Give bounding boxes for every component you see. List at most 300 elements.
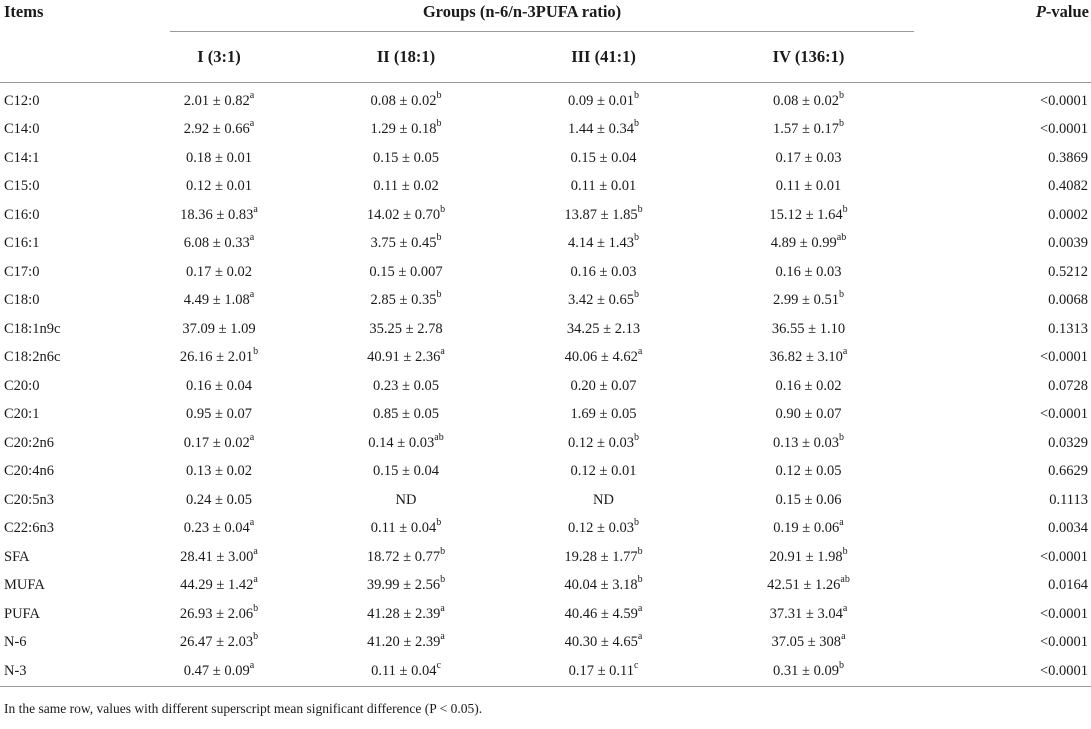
value-text: 0.11 ± 0.01 xyxy=(775,178,842,195)
items-header: Items xyxy=(4,2,44,21)
table-row xyxy=(0,515,1091,544)
group-2-value xyxy=(308,486,504,515)
value-text: 34.25 ± 2.13 xyxy=(566,320,641,337)
value-text: 0.09 ± 0.01 xyxy=(568,92,634,109)
significance-superscript: b xyxy=(838,659,844,671)
group-1-value xyxy=(130,201,308,230)
value-text: 41.20 ± 2.39 xyxy=(367,634,441,651)
group-2-value xyxy=(308,344,504,373)
value-text: 0.12 ± 0.03 xyxy=(568,434,634,451)
group-1-value xyxy=(130,572,308,601)
value-text: 0.31 ± 0.09 xyxy=(773,662,839,679)
row-p-value: 0.0164 xyxy=(1048,577,1088,594)
value-text: 18.36 ± 0.83 xyxy=(180,206,254,223)
row-item-label: C20:0 xyxy=(4,377,40,394)
group-3-value xyxy=(504,144,703,173)
group-2-value xyxy=(308,258,504,287)
table-row xyxy=(0,287,1091,316)
table-row xyxy=(0,629,1091,658)
group-4-value xyxy=(703,543,914,572)
table-row xyxy=(0,201,1091,230)
table-row xyxy=(0,600,1091,629)
value-text: 0.17 ± 0.02 xyxy=(183,434,250,451)
header-row-1 xyxy=(0,0,1091,32)
value-text: 41.28 ± 2.39 xyxy=(367,605,441,622)
row-p-value: 0.1313 xyxy=(1048,320,1088,337)
value-text: 4.49 ± 1.08 xyxy=(183,292,250,309)
value-text: 36.82 ± 3.10 xyxy=(769,349,843,366)
value-text: 0.47 ± 0.09 xyxy=(183,662,250,679)
group-3-value xyxy=(504,401,703,430)
value-text: 26.47 ± 2.03 xyxy=(179,634,254,651)
significance-superscript: b xyxy=(436,232,442,244)
value-text: 44.29 ± 1.42 xyxy=(180,577,254,594)
value-text: 3.75 ± 0.45 xyxy=(370,235,437,252)
row-p-value: 0.4082 xyxy=(1048,178,1088,195)
table-row xyxy=(0,144,1091,173)
row-p-value: <0.0001 xyxy=(1039,121,1088,138)
table-footnote: In the same row, values with different superscript mean significant difference (P < 0.05). xyxy=(4,700,483,716)
value-text: 0.12 ± 0.03 xyxy=(568,520,634,537)
row-item-label: C18:2n6c xyxy=(4,349,61,366)
value-text: 2.92 ± 0.66 xyxy=(183,121,250,138)
value-text: 40.46 ± 4.59 xyxy=(564,605,638,622)
value-text: 15.12 ± 1.64 xyxy=(769,206,843,223)
significance-superscript: b xyxy=(253,602,259,614)
value-text: 1.69 ± 0.05 xyxy=(570,406,637,423)
table-body xyxy=(0,83,1091,687)
group-4-value xyxy=(703,600,914,629)
group-2-value xyxy=(308,83,504,116)
value-text: 0.14 ± 0.03 xyxy=(368,434,435,451)
group-3-value xyxy=(504,83,703,116)
group-4-value xyxy=(703,458,914,487)
significance-superscript: b xyxy=(436,118,442,130)
group-2-value xyxy=(308,657,504,686)
value-text: 0.15 ± 0.05 xyxy=(373,149,439,166)
significance-superscript: b xyxy=(633,517,639,529)
value-text: 40.30 ± 4.65 xyxy=(564,634,638,651)
row-item-label: MUFA xyxy=(4,577,45,594)
group-4-value xyxy=(703,629,914,658)
value-text: 2.01 ± 0.82 xyxy=(183,92,250,109)
header-spacer-left xyxy=(0,32,130,83)
value-text: 0.13 ± 0.03 xyxy=(773,434,839,451)
significance-superscript: a xyxy=(253,545,258,557)
value-text: 20.91 ± 1.98 xyxy=(769,548,843,565)
group-3-value xyxy=(504,173,703,202)
value-text: 35.25 ± 2.78 xyxy=(369,320,443,337)
value-text: 0.08 ± 0.02 xyxy=(773,92,839,109)
significance-superscript: b xyxy=(838,89,844,101)
value-text: 40.91 ± 2.36 xyxy=(367,349,441,366)
value-text: 0.18 ± 0.01 xyxy=(186,149,252,166)
table-row xyxy=(0,315,1091,344)
row-p-value: 0.0329 xyxy=(1048,434,1088,451)
group-3-value xyxy=(504,629,703,658)
group-3-value xyxy=(504,230,703,259)
group-3-value xyxy=(504,315,703,344)
group-3-value xyxy=(504,429,703,458)
value-text: 0.15 ± 0.06 xyxy=(775,491,842,508)
group-3-value xyxy=(504,458,703,487)
table-row xyxy=(0,572,1091,601)
significance-superscript: a xyxy=(440,631,445,643)
group-4-value xyxy=(703,429,914,458)
group-4-value xyxy=(703,486,914,515)
group-2-value xyxy=(308,629,504,658)
group-4-value xyxy=(703,144,914,173)
value-text: 0.90 ± 0.07 xyxy=(775,406,842,423)
table-row xyxy=(0,657,1091,686)
value-text: 26.16 ± 2.01 xyxy=(179,349,254,366)
significance-superscript: b xyxy=(440,203,446,215)
row-item-label: C14:0 xyxy=(4,121,40,138)
value-text: 0.17 ± 0.11 xyxy=(568,662,634,679)
row-p-value: 0.0002 xyxy=(1048,206,1088,223)
group-4-value xyxy=(703,83,914,116)
group-1-value xyxy=(130,600,308,629)
value-text: 3.42 ± 0.65 xyxy=(568,292,634,309)
significance-superscript: a xyxy=(249,289,255,301)
row-p-value: <0.0001 xyxy=(1039,92,1088,109)
significance-superscript: a xyxy=(637,346,643,358)
significance-superscript: a xyxy=(839,517,844,529)
significance-superscript: a xyxy=(842,346,848,358)
group-4-value xyxy=(703,515,914,544)
significance-superscript: a xyxy=(637,631,643,643)
significance-superscript: b xyxy=(637,545,643,557)
value-text: 4.89 ± 0.99 xyxy=(770,235,837,252)
group-2-value xyxy=(308,458,504,487)
table-row xyxy=(0,543,1091,572)
groups-header-label: Groups (n-6/n-3PUFA ratio) xyxy=(422,2,622,21)
row-item-label: C20:5n3 xyxy=(4,491,54,508)
group-1-value xyxy=(130,515,308,544)
group-1-value xyxy=(130,258,308,287)
group-header-2: II (18:1) xyxy=(308,32,504,83)
group-4-value xyxy=(703,657,914,686)
row-item-label: C18:0 xyxy=(4,292,40,309)
significance-superscript: a xyxy=(249,89,255,101)
significance-superscript: b xyxy=(436,89,442,101)
group-1-value xyxy=(130,657,308,686)
significance-superscript: a xyxy=(841,631,846,643)
value-text: 36.55 ± 1.10 xyxy=(771,320,846,337)
group-1-value xyxy=(130,344,308,373)
significance-superscript: ab xyxy=(840,574,850,586)
group-2-value xyxy=(308,572,504,601)
value-text: 18.72 ± 0.77 xyxy=(366,548,441,565)
value-text: 6.08 ± 0.33 xyxy=(183,235,250,252)
value-text: 37.05 ± 308 xyxy=(771,634,842,651)
significance-superscript: a xyxy=(249,659,255,671)
row-item-label: C20:1 xyxy=(4,406,40,423)
row-p-value: <0.0001 xyxy=(914,657,1091,686)
p-value-header-rest: -value xyxy=(1045,2,1089,21)
group-3-value xyxy=(504,372,703,401)
group-1-value xyxy=(130,629,308,658)
table-row xyxy=(0,116,1091,145)
significance-superscript: a xyxy=(249,517,255,529)
table-row xyxy=(0,173,1091,202)
significance-superscript: b xyxy=(436,517,442,529)
row-item-label: C20:2n6 xyxy=(4,434,54,451)
group-1-value xyxy=(130,458,308,487)
value-text: 0.23 ± 0.05 xyxy=(373,377,439,394)
value-text: 0.16 ± 0.02 xyxy=(775,377,842,394)
value-text: 0.08 ± 0.02 xyxy=(370,92,437,109)
value-text: 42.51 ± 1.26 xyxy=(767,577,841,594)
table-row xyxy=(0,401,1091,430)
row-p-value: <0.0001 xyxy=(1039,605,1088,622)
significance-superscript: b xyxy=(633,289,639,301)
value-text: 0.15 ± 0.007 xyxy=(369,263,443,280)
value-text: 0.11 ± 0.01 xyxy=(570,178,637,195)
row-item-label: N-3 xyxy=(0,657,130,686)
table-row xyxy=(0,230,1091,259)
group-4-value xyxy=(703,372,914,401)
p-value-header-italic: P xyxy=(1035,2,1046,21)
significance-superscript: a xyxy=(440,346,445,358)
group-1-value xyxy=(130,372,308,401)
value-text: 0.17 ± 0.03 xyxy=(775,149,842,166)
value-text: 0.15 ± 0.04 xyxy=(373,463,439,480)
significance-superscript: b xyxy=(633,431,639,443)
value-text: 0.11 ± 0.02 xyxy=(373,178,439,195)
group-2-value xyxy=(308,173,504,202)
group-2-value xyxy=(308,315,504,344)
group-1-value xyxy=(130,543,308,572)
p-value-header xyxy=(914,0,1091,32)
value-text: 40.04 ± 3.18 xyxy=(564,577,638,594)
group-3-value xyxy=(504,657,703,686)
significance-superscript: b xyxy=(633,118,639,130)
table-row xyxy=(0,486,1091,515)
row-item-label: C16:1 xyxy=(4,235,40,252)
value-text: 14.02 ± 0.70 xyxy=(366,206,441,223)
group-3-value xyxy=(504,543,703,572)
row-p-value: 0.0039 xyxy=(1048,235,1088,252)
row-p-value: <0.0001 xyxy=(1039,548,1088,565)
group-2-value xyxy=(308,600,504,629)
group-header-1: I (3:1) xyxy=(130,32,308,83)
significance-superscript: a xyxy=(842,602,848,614)
value-text: 0.95 ± 0.07 xyxy=(186,406,252,423)
value-text: 0.16 ± 0.03 xyxy=(570,263,637,280)
group-4-value xyxy=(703,258,914,287)
group-header-3: III (41:1) xyxy=(504,32,703,83)
value-text: 4.14 ± 1.43 xyxy=(568,235,634,252)
significance-superscript: b xyxy=(637,203,643,215)
value-text: 0.23 ± 0.04 xyxy=(183,520,250,537)
group-3-value xyxy=(504,486,703,515)
group-1-value xyxy=(130,486,308,515)
group-1-value xyxy=(130,144,308,173)
value-text: 0.16 ± 0.03 xyxy=(775,263,842,280)
group-1-value xyxy=(130,230,308,259)
row-item-label: N-6 xyxy=(4,634,27,651)
group-2-value xyxy=(308,201,504,230)
value-text: 0.12 ± 0.05 xyxy=(775,463,842,480)
value-text: 13.87 ± 1.85 xyxy=(564,206,638,223)
significance-superscript: a xyxy=(637,602,643,614)
group-4-value xyxy=(703,344,914,373)
significance-superscript: a xyxy=(249,232,255,244)
significance-superscript: c xyxy=(436,659,441,671)
group-2-value xyxy=(308,116,504,145)
table-row xyxy=(0,372,1091,401)
table-row xyxy=(0,458,1091,487)
group-2-value xyxy=(308,515,504,544)
value-text: 1.29 ± 0.18 xyxy=(370,121,437,138)
row-item-label: C18:1n9c xyxy=(4,320,61,337)
group-1-value xyxy=(130,83,308,116)
group-3-value xyxy=(504,258,703,287)
value-text: ND xyxy=(593,491,614,508)
significance-superscript: a xyxy=(249,431,255,443)
significance-superscript: b xyxy=(633,232,639,244)
significance-superscript: ab xyxy=(434,431,444,443)
row-p-value: 0.5212 xyxy=(1048,263,1088,280)
group-2-value xyxy=(308,429,504,458)
significance-superscript: b xyxy=(842,203,848,215)
row-item-label: C14:1 xyxy=(4,149,40,166)
row-item-label: C12:0 xyxy=(4,92,40,109)
value-text: 0.12 ± 0.01 xyxy=(570,463,637,480)
value-text: 0.13 ± 0.02 xyxy=(186,463,252,480)
value-text: 0.16 ± 0.04 xyxy=(186,377,252,394)
significance-superscript: b xyxy=(253,631,259,643)
group-4-value xyxy=(703,401,914,430)
group-2-value xyxy=(308,144,504,173)
group-2-value xyxy=(308,372,504,401)
value-text: 0.24 ± 0.05 xyxy=(186,491,252,508)
significance-superscript: b xyxy=(838,431,844,443)
group-1-value xyxy=(130,315,308,344)
value-text: 0.85 ± 0.05 xyxy=(373,406,439,423)
value-text: 2.99 ± 0.51 xyxy=(773,292,839,309)
row-item-label: C16:0 xyxy=(4,206,40,223)
row-p-value: 0.0034 xyxy=(1048,520,1088,537)
significance-superscript: b xyxy=(440,545,446,557)
group-1-value xyxy=(130,116,308,145)
group-3-value xyxy=(504,572,703,601)
group-1-value xyxy=(130,401,308,430)
value-text: 0.12 ± 0.01 xyxy=(186,178,252,195)
significance-superscript: a xyxy=(253,574,258,586)
group-1-value xyxy=(130,287,308,316)
group-4-value xyxy=(703,173,914,202)
value-text: 39.99 ± 2.56 xyxy=(366,577,441,594)
value-text: 0.19 ± 0.06 xyxy=(773,520,840,537)
group-2-value xyxy=(308,401,504,430)
value-text: 0.11 ± 0.04 xyxy=(370,520,437,537)
row-p-value: 0.6629 xyxy=(1048,463,1088,480)
value-text: 0.11 ± 0.04 xyxy=(371,662,437,679)
significance-superscript: a xyxy=(253,203,258,215)
group-4-value xyxy=(703,315,914,344)
groups-underline xyxy=(170,31,914,32)
row-p-value: 0.0728 xyxy=(1048,377,1088,394)
table-row xyxy=(0,429,1091,458)
row-item-label: PUFA xyxy=(4,605,40,622)
value-text: 0.17 ± 0.02 xyxy=(186,263,252,280)
significance-superscript: b xyxy=(440,574,446,586)
value-text: 1.57 ± 0.17 xyxy=(773,121,839,138)
row-item-label: C20:4n6 xyxy=(4,463,54,480)
value-text: 28.41 ± 3.00 xyxy=(180,548,254,565)
value-text: 19.28 ± 1.77 xyxy=(564,548,638,565)
row-item-label: SFA xyxy=(4,548,30,565)
row-item-label: C17:0 xyxy=(4,263,40,280)
row-p-value: 0.0068 xyxy=(1048,292,1088,309)
value-text: 2.85 ± 0.35 xyxy=(370,292,437,309)
group-3-value xyxy=(504,600,703,629)
group-4-value xyxy=(703,201,914,230)
group-4-value xyxy=(703,287,914,316)
significance-superscript: b xyxy=(838,289,844,301)
group-1-value xyxy=(130,173,308,202)
group-header-4: IV (136:1) xyxy=(703,32,914,83)
row-item-label: C15:0 xyxy=(4,178,40,195)
significance-superscript: a xyxy=(249,118,255,130)
value-text: 37.31 ± 3.04 xyxy=(769,605,843,622)
significance-superscript: b xyxy=(253,346,259,358)
significance-superscript: c xyxy=(633,659,639,671)
row-p-value: 0.1113 xyxy=(1049,491,1088,508)
group-4-value xyxy=(703,116,914,145)
significance-superscript: a xyxy=(440,602,445,614)
table-row xyxy=(0,344,1091,373)
value-text: 37.09 ± 1.09 xyxy=(182,320,256,337)
header-row-2 xyxy=(0,32,1091,83)
row-p-value: <0.0001 xyxy=(1039,634,1088,651)
group-2-value xyxy=(308,287,504,316)
significance-superscript: b xyxy=(838,118,844,130)
header-spacer-right xyxy=(914,32,1091,83)
value-text: 1.44 ± 0.34 xyxy=(568,121,634,138)
row-p-value: 0.3869 xyxy=(1048,149,1088,166)
value-text: 40.06 ± 4.62 xyxy=(564,349,638,366)
significance-superscript: b xyxy=(637,574,643,586)
group-3-value xyxy=(504,344,703,373)
group-3-value xyxy=(504,515,703,544)
groups-header xyxy=(130,0,914,32)
group-3-value xyxy=(504,116,703,145)
value-text: 0.15 ± 0.04 xyxy=(570,149,637,166)
group-3-value xyxy=(504,287,703,316)
group-2-value xyxy=(308,543,504,572)
row-p-value: <0.0001 xyxy=(1039,349,1088,366)
table-row xyxy=(0,258,1091,287)
significance-superscript: b xyxy=(842,545,848,557)
significance-superscript: b xyxy=(436,289,442,301)
group-4-value xyxy=(703,572,914,601)
value-text: 0.20 ± 0.07 xyxy=(570,377,637,394)
value-text: ND xyxy=(395,491,417,508)
significance-superscript: b xyxy=(633,89,639,101)
group-3-value xyxy=(504,201,703,230)
row-p-value: <0.0001 xyxy=(1039,406,1088,423)
significance-superscript: ab xyxy=(836,232,847,244)
group-4-value xyxy=(703,230,914,259)
row-item-label: C22:6n3 xyxy=(4,520,54,537)
group-2-value xyxy=(308,230,504,259)
table-row xyxy=(0,83,1091,116)
group-1-value xyxy=(130,429,308,458)
value-text: 26.93 ± 2.06 xyxy=(179,605,254,622)
